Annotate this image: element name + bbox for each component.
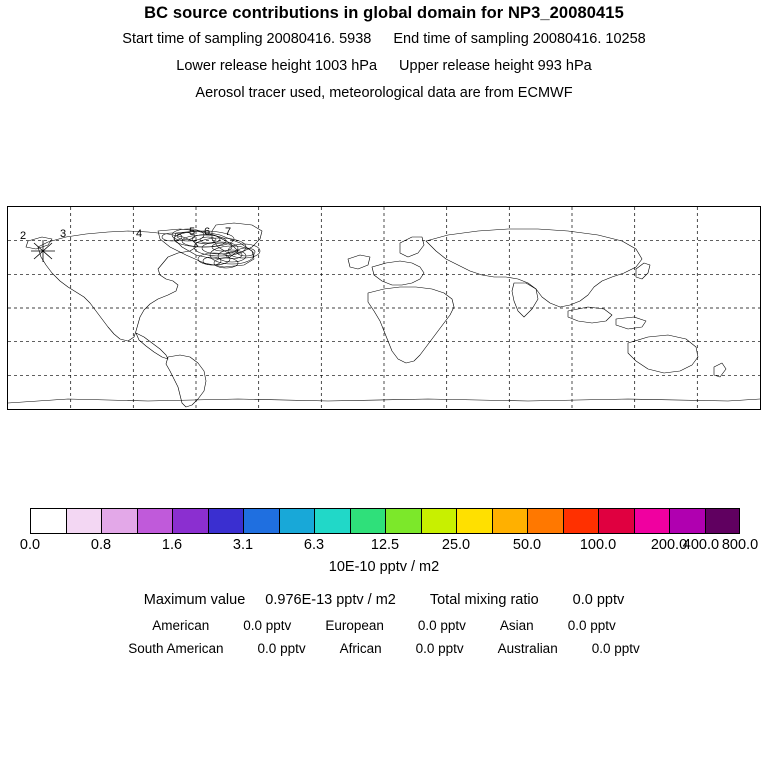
colorbar-tick: 6.3 (303, 537, 325, 553)
colorbar-cell (66, 508, 102, 534)
map-day-label: 2 (20, 230, 27, 242)
colorbar-unit-label: 10E-10 pptv / m2 (328, 559, 440, 575)
region-label-african: African (339, 641, 382, 656)
colorbar (30, 508, 740, 534)
colorbar-cell (172, 508, 208, 534)
colorbar-cell (350, 508, 386, 534)
sampling-time-line (0, 31, 768, 47)
map-day-label: 4 (136, 228, 143, 240)
region-label-australian: Australian (497, 641, 558, 656)
colorbar-cell (243, 508, 279, 534)
colorbar-tick: 25.0 (441, 537, 471, 553)
region-label-south-american: South American (128, 641, 224, 656)
region-label-american: American (152, 618, 210, 633)
colorbar-cell (456, 508, 492, 534)
colorbar-cell (101, 508, 137, 534)
region-label-european: European (325, 618, 384, 633)
colorbar-cell (208, 508, 244, 534)
region-value-european: 0.0 pptv (417, 618, 466, 633)
colorbar-tick: 1.6 (161, 537, 183, 553)
colorbar-cell (279, 508, 315, 534)
region-value-asian: 0.0 pptv (567, 618, 616, 633)
map-day-label: 7 (225, 226, 232, 238)
colorbar-tick: 3.1 (232, 537, 254, 553)
region-value-south-american: 0.0 pptv (257, 641, 306, 656)
colorbar-tick: 12.5 (370, 537, 400, 553)
colorbar-tick: 100.0 (579, 537, 617, 553)
map-day-label: 5 (189, 226, 196, 238)
colorbar-cell (314, 508, 350, 534)
colorbar-cell (492, 508, 528, 534)
release-site-marker (31, 240, 55, 262)
colorbar-cell (598, 508, 634, 534)
colorbar-tick: 0.0 (19, 537, 41, 553)
max-value-row (0, 592, 768, 608)
map-panel (7, 206, 761, 410)
colorbar-tick: 200.0 (650, 537, 688, 553)
region-row-bottom (0, 641, 768, 656)
total-mixing-ratio-label: Total mixing ratio (429, 592, 539, 608)
colorbar-cell (421, 508, 457, 534)
map-day-label: 3 (60, 228, 67, 240)
tracer-meteo-line: Aerosol tracer used, meteorological data are from ECMWF (195, 85, 573, 101)
lower-release-height-text: Lower release height 1003 hPa (176, 58, 378, 74)
colorbar-cell (669, 508, 705, 534)
page-title: BC source contributions in global domain for NP3_20080415 (144, 4, 624, 22)
region-row-top (0, 618, 768, 633)
start-time-text: Start time of sampling 20080416. 5938 (122, 31, 372, 47)
total-mixing-ratio-value: 0.0 pptv (572, 592, 625, 608)
map-day-label: 6 (204, 226, 211, 238)
colorbar-cell (563, 508, 599, 534)
region-value-american: 0.0 pptv (243, 618, 292, 633)
colorbar-cell (634, 508, 670, 534)
map-gridlines (8, 207, 760, 409)
max-value-label: Maximum value (143, 592, 246, 608)
colorbar-cell (527, 508, 563, 534)
colorbar-cell (705, 508, 741, 534)
colorbar-tick: 400.0 (682, 537, 720, 553)
colorbar-tick: 800.0 (721, 537, 759, 553)
max-value-value: 0.976E-13 pptv / m2 (265, 592, 396, 608)
colorbar-cell (385, 508, 421, 534)
colorbar-tick: 0.8 (90, 537, 112, 553)
colorbar-cell (30, 508, 66, 534)
region-value-australian: 0.0 pptv (591, 641, 640, 656)
release-height-line (0, 58, 768, 74)
end-time-text: End time of sampling 20080416. 10258 (393, 31, 646, 47)
upper-release-height-text: Upper release height 993 hPa (399, 58, 592, 74)
region-label-asian: Asian (499, 618, 534, 633)
region-value-african: 0.0 pptv (415, 641, 464, 656)
world-map (8, 207, 760, 409)
colorbar-tick: 50.0 (512, 537, 542, 553)
colorbar-cell (137, 508, 173, 534)
